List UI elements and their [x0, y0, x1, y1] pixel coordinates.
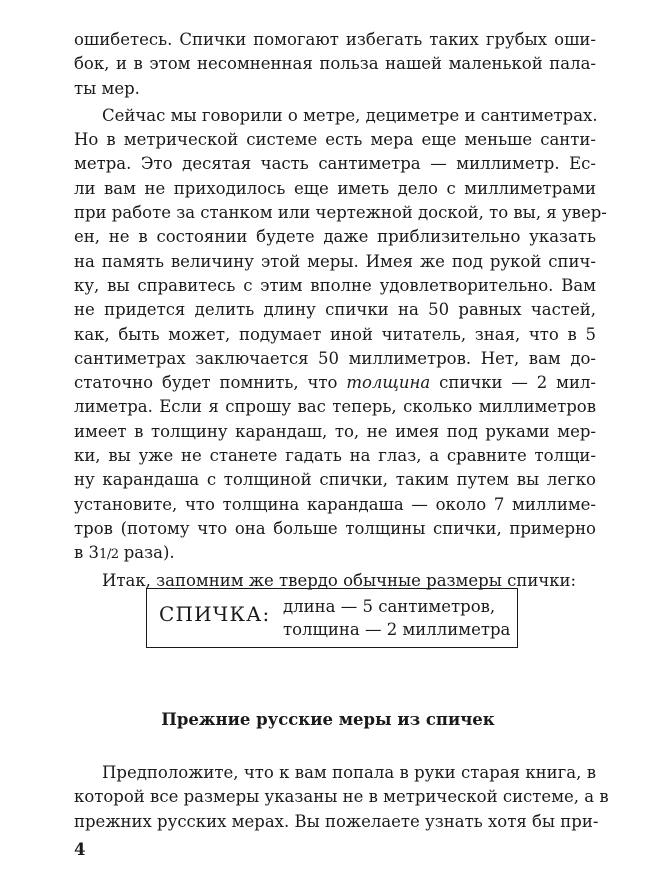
section-paragraph [74, 761, 609, 834]
text-line: при работе за станком или чертежной доской, то вы, я увер- [74, 203, 607, 223]
text-fragment: в 3 [74, 543, 100, 563]
text-line: как, быть может, подумает иной читатель, зная, что в 5 [74, 324, 596, 344]
text-line: не придется делить длину спички на 50 равных частей, [74, 300, 596, 320]
match-size-box [146, 588, 518, 648]
thickness-value: толщина — 2 миллиметра [283, 620, 511, 639]
summary-sentence: Итак, запомним же твердо обычные размеры спички: [102, 570, 577, 590]
text-line: тров (потому что она больше толщины спички, примерно [74, 518, 596, 538]
text-line: ен, не в состоянии будете даже приблизительно указать [74, 227, 596, 247]
text-line: Предположите, что к вам попала в руки старая книга, в [102, 763, 596, 782]
text-line: ты мер. [74, 78, 140, 98]
text-line: установите, что толщина карандаша — около 7 миллиме- [74, 494, 596, 514]
text-line: имеет в толщину карандаш, то, не имея под руками мер- [74, 421, 596, 441]
text-line: которой все размеры указаны не в метрической системе, а в [74, 787, 609, 807]
text-line: ошибетесь. Спички помогают избегать таких грубых оши- [74, 30, 596, 49]
italic-word: толщина [346, 373, 431, 393]
text-line: на память величину этой меры. Имея же под рукой спич- [74, 251, 596, 271]
text-line: ку, вы справитесь с этим вполне удовлетворительно. Вам [74, 275, 596, 295]
length-value: длина — 5 сантиметров, [283, 597, 496, 616]
text-line-fraction [74, 541, 596, 565]
text-fragment: спички — 2 мил- [430, 373, 596, 393]
text-line: прежних русских мерах. Вы пожелаете узнать хотя бы при- [74, 811, 599, 831]
text-line: сантиметрах заключается 50 миллиметров. Нет, вам до- [74, 348, 596, 368]
text-line: лиметра. Если я спрошу вас теперь, сколько миллиметров [74, 397, 596, 417]
text-line: ли вам не приходилось еще иметь дело с миллиметрами [74, 178, 596, 198]
page-number: 4 [74, 840, 86, 859]
text-line: ки, вы уже не станете гадать на глаз, а сравните толщи- [74, 446, 596, 466]
text-fragment: статочно будет помнить, что [74, 373, 347, 393]
section-heading: Прежние русские меры из спичек [161, 710, 495, 729]
text-line: Сейчас мы говорили о метре, дециметре и сантиметрах. [102, 105, 598, 125]
box-values [283, 595, 510, 641]
box-label: СПИЧКА: [159, 602, 271, 626]
text-line: метра. Это десятая часть сантиметра — миллиметр. Ес- [74, 154, 596, 174]
text-line: бок, и в этом несомненная польза нашей маленькой пала- [74, 54, 596, 74]
text-line-italic [74, 371, 596, 395]
text-line: ну карандаша с толщиной спички, таким путем вы легко [74, 470, 596, 490]
text-fragment: раза). [118, 543, 175, 563]
fraction: 1/2 [99, 547, 119, 563]
text-line: Но в метрической системе есть мера еще меньше санти- [74, 130, 596, 150]
body-text [74, 28, 607, 593]
